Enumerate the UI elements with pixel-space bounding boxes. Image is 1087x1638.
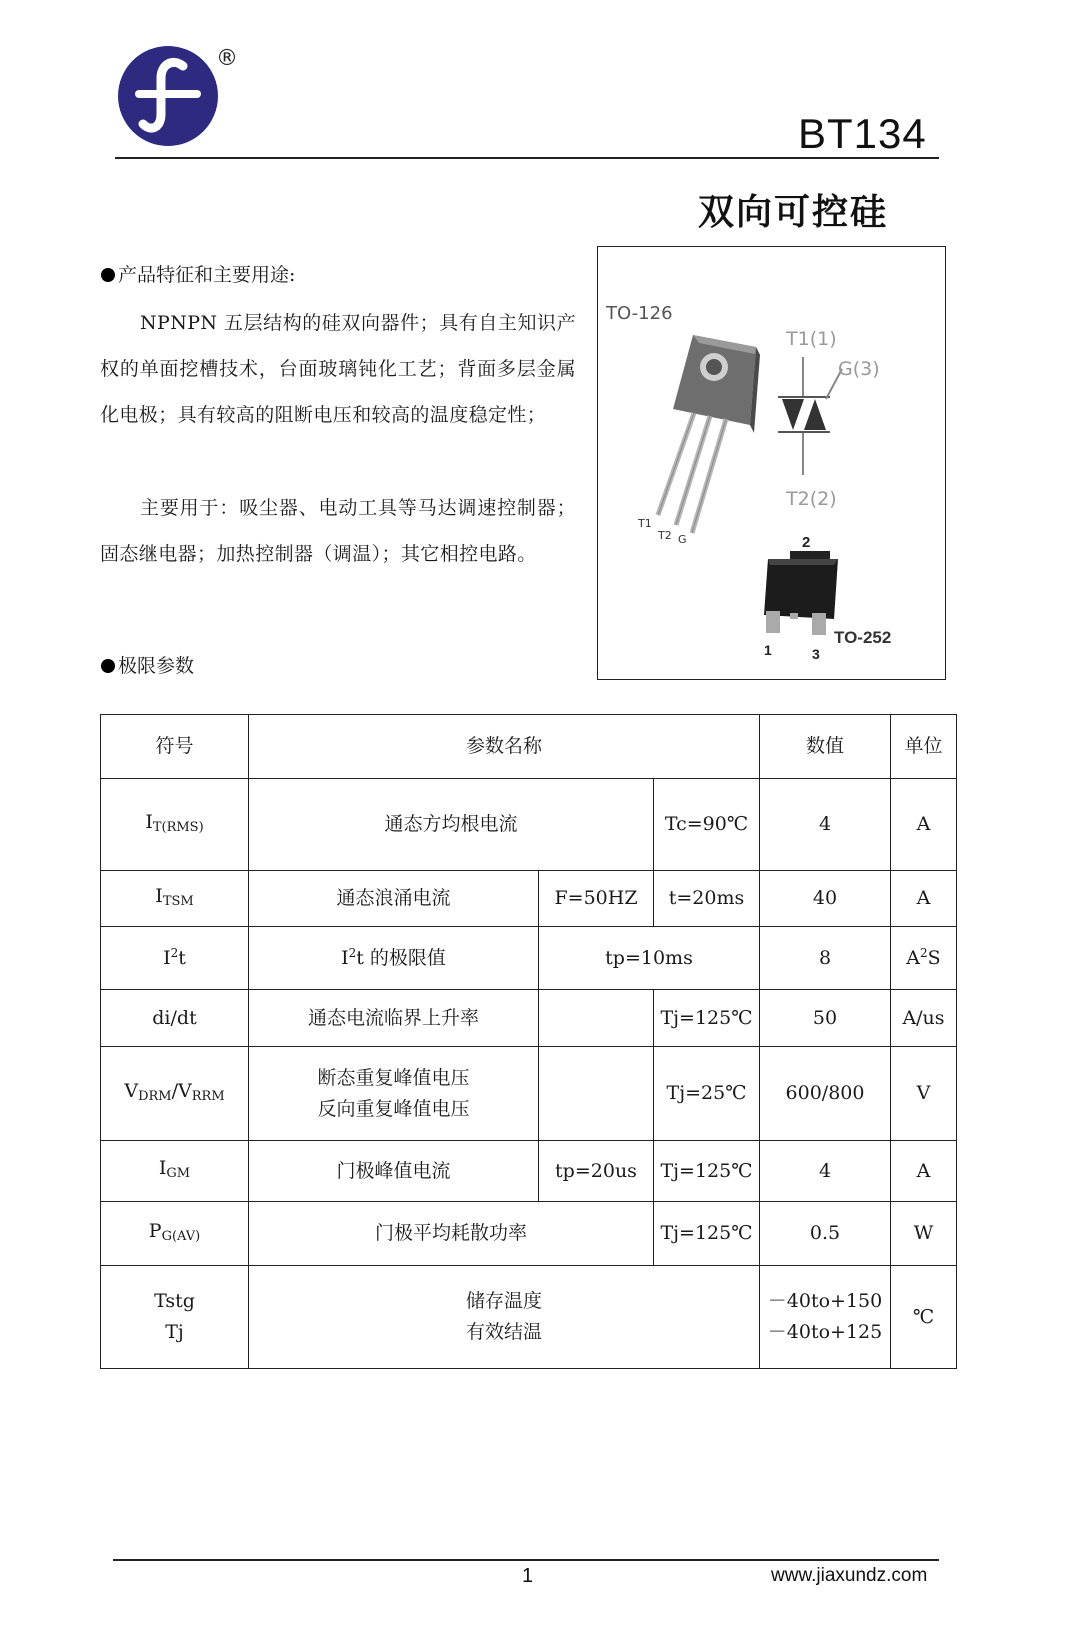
unit-cell: A (891, 779, 957, 871)
header-param: 参数名称 (249, 715, 760, 779)
header-value: 数值 (760, 715, 891, 779)
applications-paragraph: 主要用于：吸尘器、电动工具等马达调速控制器；固态继电器；加热控制器（调温）；其它相控电路。 (100, 497, 576, 565)
param-name-cell: 通态浪涌电流 (249, 871, 539, 927)
header-unit: 单位 (891, 715, 957, 779)
to126-package (658, 335, 760, 533)
unit-cell: ℃ (891, 1266, 957, 1369)
param-name-cell: 通态电流临界上升率 (249, 990, 539, 1047)
table-row (101, 1266, 957, 1369)
unit-cell: V (891, 1047, 957, 1141)
condition-cell: tp=20us (539, 1141, 654, 1202)
symbol-cell: Tstg Tj (101, 1266, 249, 1369)
param-name-cell: 断态重复峰值电压 反向重复峰值电压 (249, 1047, 539, 1141)
pin-t1-label: T1(1) (786, 328, 837, 350)
header-rule (115, 157, 939, 159)
symbol-cell: di/dt (101, 990, 249, 1047)
registered-mark: ® (216, 46, 238, 71)
symbol-cell: $I^2t$ (101, 927, 249, 990)
bullet-icon (101, 659, 115, 673)
bullet-icon (101, 268, 115, 282)
company-logo (117, 44, 219, 148)
table-row (101, 927, 957, 990)
symbol-cell: $V_{DRM}/V_{RRM}$ (101, 1047, 249, 1141)
empty-cell (539, 1047, 654, 1141)
unit-cell: W (891, 1202, 957, 1266)
page-number: 1 (522, 1565, 534, 1587)
value-cell: 40 (760, 871, 891, 927)
value-cell: －40to+150 －40to+125 (760, 1266, 891, 1369)
to126-label: TO-126 (606, 303, 673, 324)
table-row (101, 1202, 957, 1266)
value-cell: 600/800 (760, 1047, 891, 1141)
table-row (101, 1047, 957, 1141)
footer-rule (113, 1559, 939, 1561)
package-illustration (598, 247, 945, 679)
website-link[interactable]: www.jiaxundz.com (771, 1565, 928, 1586)
symbol-cell: $P_{G(AV)}$ (101, 1202, 249, 1266)
part-number: BT134 (798, 110, 927, 157)
lead-t1-label: T1 (638, 517, 652, 530)
value-cell: 4 (760, 779, 891, 871)
unit-cell: A/us (891, 990, 957, 1047)
condition-cell: t=20ms (654, 871, 760, 927)
condition-cell: tp=10ms (539, 927, 760, 990)
table-header-row (101, 715, 957, 779)
param-name-cell: $I^2t$ 的极限值 (249, 927, 539, 990)
pin-g-label: G(3) (838, 358, 880, 380)
condition-cell: Tj=125℃ (654, 1141, 760, 1202)
table-row (101, 779, 957, 871)
header-symbol: 符号 (101, 715, 249, 779)
pad3-label: 3 (812, 646, 820, 662)
lead-g-label: G (678, 533, 687, 546)
value-cell: 0.5 (760, 1202, 891, 1266)
package-figure (597, 246, 946, 680)
symbol-cell: $I_{GM}$ (101, 1141, 249, 1202)
pad2-label: 2 (802, 534, 811, 551)
pin-t2-label: T2(2) (786, 488, 837, 510)
document-subtitle: 双向可控硅 (698, 192, 889, 233)
condition-cell: Tc=90℃ (654, 779, 760, 871)
to252-package (764, 534, 838, 635)
unit-cell: A (891, 871, 957, 927)
param-name-cell: 门极峰值电流 (249, 1141, 539, 1202)
unit-cell: $A^2S$ (891, 927, 957, 990)
condition-cell: F=50HZ (539, 871, 654, 927)
pad1-label: 1 (764, 642, 772, 658)
empty-cell (539, 990, 654, 1047)
param-name-cell: 门极平均耗散功率 (249, 1202, 654, 1266)
table-row (101, 871, 957, 927)
value-cell: 50 (760, 990, 891, 1047)
condition-cell: Tj=125℃ (654, 1202, 760, 1266)
param-name-cell: 储存温度 有效结温 (249, 1266, 760, 1369)
limits-table (100, 714, 957, 1369)
lead-t2-label: T2 (658, 529, 672, 542)
limits-heading: 极限参数 (101, 655, 194, 677)
table-row (101, 1141, 957, 1202)
value-cell: 8 (760, 927, 891, 990)
value-cell: 4 (760, 1141, 891, 1202)
to252-label: TO-252 (834, 628, 892, 647)
param-name-cell: 通态方均根电流 (249, 779, 654, 871)
triac-symbol (778, 357, 842, 475)
unit-cell: A (891, 1141, 957, 1202)
table-row (101, 990, 957, 1047)
condition-cell: Tj=125℃ (654, 990, 760, 1047)
condition-cell: Tj=25℃ (654, 1047, 760, 1141)
symbol-cell: $I_{TSM}$ (101, 871, 249, 927)
features-paragraph: NPNPN 五层结构的硅双向器件；具有自主知识产权的单面挖槽技术，台面玻璃钝化工艺；背面多层金属化电极；具有较高的阻断电压和较高的温度稳定性； (100, 312, 576, 426)
features-heading: 产品特征和主要用途: (101, 264, 295, 286)
symbol-cell: $I_{T(RMS)}$ (101, 779, 249, 871)
